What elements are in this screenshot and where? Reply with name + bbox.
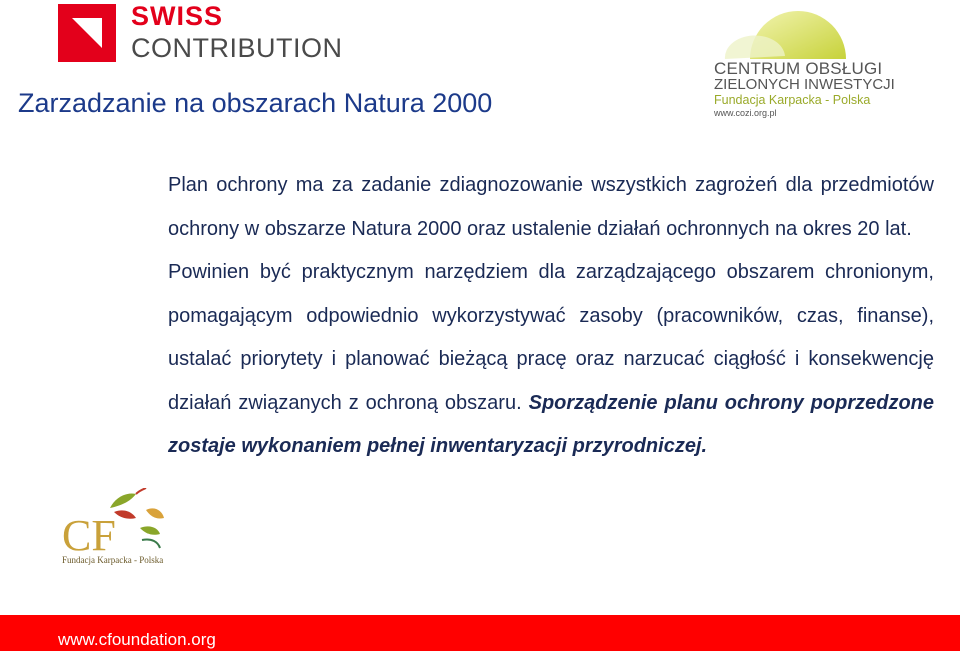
paragraph-2-emphasis: Sporządzenie planu ochrony poprzedzone zostaje wykonaniem pełnej inwentaryzacji przyrodniczej.	[168, 391, 934, 457]
centrum-logo-line1: CENTRUM OBSŁUGI	[714, 59, 883, 78]
cf-monogram: CF	[62, 511, 116, 560]
cf-logo-caption: Fundacja Karpacka - Polska	[62, 555, 164, 565]
swiss-flag-icon	[58, 4, 116, 62]
paragraph-1: Plan ochrony ma za zadanie zdiagnozowanie wszystkich zagrożeń dla przedmiotów ochrony w obszarze Natura 2000 oraz ustalenie działań ochronnych na okres 20 lat.	[168, 174, 934, 240]
contribution-logo-word: CONTRIBUTION	[131, 33, 343, 63]
page-title: Zarzadzanie na obszarach Natura 2000	[18, 88, 493, 118]
centrum-logo-url: www.cozi.org.pl	[714, 108, 777, 118]
footer-url-link[interactable]: www.cfoundation.org	[58, 630, 216, 649]
centrum-logo-line3: Fundacja Karpacka - Polska	[714, 93, 871, 107]
paragraph-2-text: Powinien być praktycznym narzędziem dla zarządzającego obszarem chronionym, pomagającym odpowiednio wykorzystywać zasoby (pracowników, czas, finanse), ustalać priorytety i planować bieżącą pracę oraz narzucać ciągłość i konsekwencję działań związanych z ochroną obszaru.	[168, 261, 934, 414]
centrum-logo-line2: ZIELONYCH INWESTYCJI	[714, 76, 895, 93]
body-text	[168, 164, 934, 469]
swiss-logo-word: SWISS	[131, 1, 224, 31]
paragraph-2	[168, 251, 934, 469]
